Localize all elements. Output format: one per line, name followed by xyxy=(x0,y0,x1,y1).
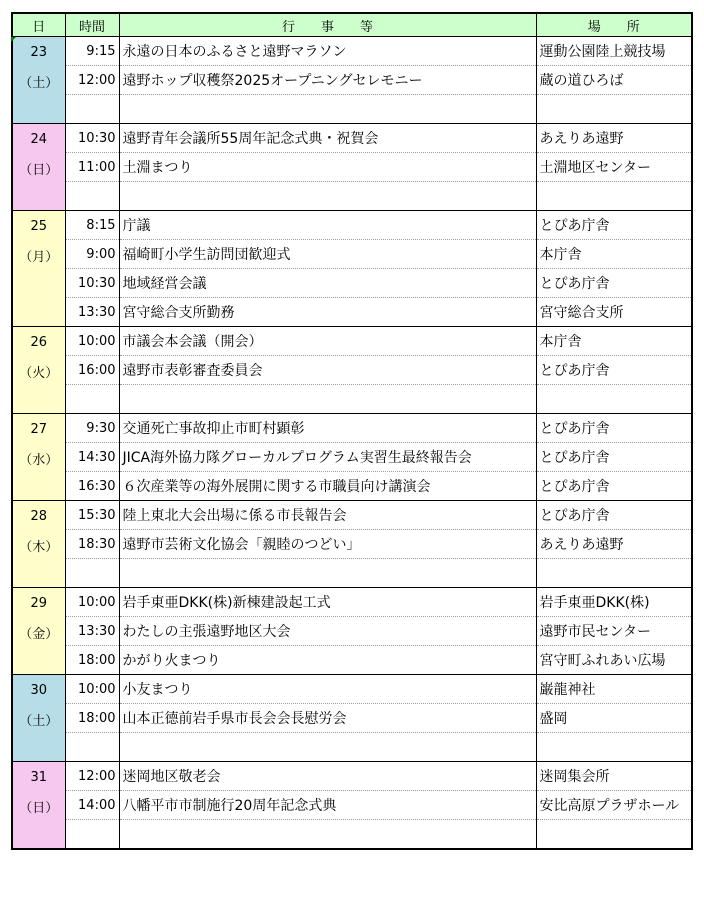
place-cell: とぴあ庁舎 xyxy=(536,472,692,501)
event-cell: 迷岡地区敬老会 xyxy=(119,762,536,791)
event-cell: 永遠の日本のふるさと遠野マラソン xyxy=(119,37,536,66)
time-cell: 9:30 xyxy=(65,414,119,443)
time-cell xyxy=(65,385,119,414)
day-number: 23 xyxy=(30,45,48,60)
table-row xyxy=(12,675,692,704)
day-cell xyxy=(12,762,65,850)
place-cell: とぴあ庁舎 xyxy=(536,443,692,472)
schedule-body xyxy=(12,37,692,850)
event-cell: 庁議 xyxy=(119,211,536,240)
place-cell xyxy=(536,95,692,124)
cell-comment-marker xyxy=(11,37,16,42)
place-cell: 本庁舎 xyxy=(536,240,692,269)
header-day: 日 xyxy=(12,13,65,37)
day-number: 27 xyxy=(30,422,48,437)
day-cell xyxy=(12,37,65,124)
header-time: 時間 xyxy=(65,13,119,37)
day-cell xyxy=(12,327,65,414)
place-cell: 運動公園陸上競技場 xyxy=(536,37,692,66)
table-row xyxy=(12,530,692,559)
table-row xyxy=(12,327,692,356)
table-row xyxy=(12,704,692,733)
event-cell: 市議会本会議（開会） xyxy=(119,327,536,356)
table-row xyxy=(12,95,692,124)
day-number: 31 xyxy=(30,770,48,785)
time-cell: 16:30 xyxy=(65,472,119,501)
time-cell: 14:00 xyxy=(65,791,119,820)
place-cell: 土淵地区センター xyxy=(536,153,692,182)
event-cell: 土淵まつり xyxy=(119,153,536,182)
time-cell xyxy=(65,820,119,850)
day-cell xyxy=(12,588,65,675)
event-cell: JICA海外協力隊グローカルプログラム実習生最終報告会 xyxy=(119,443,536,472)
time-cell: 16:00 xyxy=(65,356,119,385)
day-cell xyxy=(12,414,65,501)
time-cell: 10:00 xyxy=(65,675,119,704)
table-row xyxy=(12,559,692,588)
header-place: 場 所 xyxy=(536,13,692,37)
day-cell xyxy=(12,211,65,327)
day-of-week: （水） xyxy=(19,453,59,468)
time-cell xyxy=(65,559,119,588)
event-cell: 福崎町小学生訪問団歓迎式 xyxy=(119,240,536,269)
event-cell xyxy=(119,385,536,414)
event-cell: 山本正德前岩手県市長会会長慰労会 xyxy=(119,704,536,733)
event-cell xyxy=(119,95,536,124)
time-cell: 11:00 xyxy=(65,153,119,182)
place-cell xyxy=(536,182,692,211)
time-cell: 10:30 xyxy=(65,124,119,153)
event-cell: 遠野市芸術文化協会「親睦のつどい」 xyxy=(119,530,536,559)
time-cell: 18:00 xyxy=(65,704,119,733)
table-row xyxy=(12,617,692,646)
place-cell: 巌龍神社 xyxy=(536,675,692,704)
event-cell: わたしの主張遠野地区大会 xyxy=(119,617,536,646)
table-row xyxy=(12,37,692,66)
table-row xyxy=(12,472,692,501)
table-row xyxy=(12,443,692,472)
event-cell: 交通死亡事故抑止市町村顕彰 xyxy=(119,414,536,443)
event-cell xyxy=(119,559,536,588)
day-cell xyxy=(12,124,65,211)
table-row xyxy=(12,762,692,791)
day-number: 30 xyxy=(30,683,48,698)
time-cell: 14:30 xyxy=(65,443,119,472)
event-cell: かがり火まつり xyxy=(119,646,536,675)
event-cell xyxy=(119,733,536,762)
day-number: 26 xyxy=(30,335,48,350)
table-row xyxy=(12,733,692,762)
table-row xyxy=(12,153,692,182)
time-cell: 10:00 xyxy=(65,588,119,617)
time-cell: 12:00 xyxy=(65,762,119,791)
header-event: 行 事 等 xyxy=(119,13,536,37)
table-row xyxy=(12,298,692,327)
table-row xyxy=(12,791,692,820)
event-cell: 宮守総合支所勤務 xyxy=(119,298,536,327)
day-of-week: （日） xyxy=(19,801,59,816)
place-cell: とぴあ庁舎 xyxy=(536,414,692,443)
table-row xyxy=(12,124,692,153)
time-cell: 9:15 xyxy=(65,37,119,66)
event-cell: 陸上東北大会出場に係る市長報告会 xyxy=(119,501,536,530)
day-number: 25 xyxy=(30,219,48,234)
day-of-week: （土） xyxy=(19,714,59,729)
table-row xyxy=(12,820,692,850)
time-cell xyxy=(65,733,119,762)
table-row xyxy=(12,588,692,617)
time-cell xyxy=(65,182,119,211)
day-of-week: （土） xyxy=(19,76,59,91)
place-cell xyxy=(536,820,692,850)
table-row xyxy=(12,414,692,443)
time-cell: 18:00 xyxy=(65,646,119,675)
time-cell: 18:30 xyxy=(65,530,119,559)
event-cell: 遠野青年会議所55周年記念式典・祝賀会 xyxy=(119,124,536,153)
day-of-week: （金） xyxy=(19,627,59,642)
place-cell xyxy=(536,559,692,588)
day-of-week: （日） xyxy=(19,163,59,178)
place-cell: あえりあ遠野 xyxy=(536,124,692,153)
table-row xyxy=(12,269,692,298)
table-row xyxy=(12,182,692,211)
event-cell: 小友まつり xyxy=(119,675,536,704)
header-row xyxy=(12,13,692,37)
place-cell: 宮守総合支所 xyxy=(536,298,692,327)
time-cell: 13:30 xyxy=(65,298,119,327)
table-row xyxy=(12,501,692,530)
event-cell: 遠野市表彰審査委員会 xyxy=(119,356,536,385)
event-cell: 遠野ホップ収穫祭2025オープニングセレモニー xyxy=(119,66,536,95)
time-cell: 10:00 xyxy=(65,327,119,356)
place-cell: あえりあ遠野 xyxy=(536,530,692,559)
time-cell: 15:30 xyxy=(65,501,119,530)
table-row xyxy=(12,356,692,385)
place-cell: 迷岡集会所 xyxy=(536,762,692,791)
place-cell: 宮守町ふれあい広場 xyxy=(536,646,692,675)
time-cell: 9:00 xyxy=(65,240,119,269)
place-cell: とぴあ庁舎 xyxy=(536,356,692,385)
table-row xyxy=(12,385,692,414)
event-cell: 八幡平市市制施行20周年記念式典 xyxy=(119,791,536,820)
place-cell: 蔵の道ひろば xyxy=(536,66,692,95)
place-cell: 遠野市民センター xyxy=(536,617,692,646)
table-row xyxy=(12,240,692,269)
place-cell: とぴあ庁舎 xyxy=(536,211,692,240)
time-cell: 13:30 xyxy=(65,617,119,646)
place-cell xyxy=(536,733,692,762)
event-cell xyxy=(119,820,536,850)
time-cell: 12:00 xyxy=(65,66,119,95)
time-cell xyxy=(65,95,119,124)
event-cell: 地域経営会議 xyxy=(119,269,536,298)
day-of-week: （木） xyxy=(19,540,59,555)
time-cell: 8:15 xyxy=(65,211,119,240)
event-cell xyxy=(119,182,536,211)
day-of-week: （火） xyxy=(19,366,59,381)
schedule-table xyxy=(11,12,693,850)
place-cell: 岩手東亜DKK(株) xyxy=(536,588,692,617)
place-cell: 本庁舎 xyxy=(536,327,692,356)
place-cell xyxy=(536,385,692,414)
time-cell: 10:30 xyxy=(65,269,119,298)
table-row xyxy=(12,66,692,95)
event-cell: 岩手東亜DKK(株)新棟建設起工式 xyxy=(119,588,536,617)
day-cell xyxy=(12,675,65,762)
place-cell: 安比高原プラザホール xyxy=(536,791,692,820)
place-cell: とぴあ庁舎 xyxy=(536,269,692,298)
day-number: 28 xyxy=(30,509,48,524)
day-cell xyxy=(12,501,65,588)
day-of-week: （月） xyxy=(19,250,59,265)
table-row xyxy=(12,646,692,675)
table-row xyxy=(12,211,692,240)
day-number: 24 xyxy=(30,132,48,147)
day-number: 29 xyxy=(30,596,48,611)
place-cell: とぴあ庁舎 xyxy=(536,501,692,530)
event-cell: ６次産業等の海外展開に関する市職員向け講演会 xyxy=(119,472,536,501)
place-cell: 盛岡 xyxy=(536,704,692,733)
